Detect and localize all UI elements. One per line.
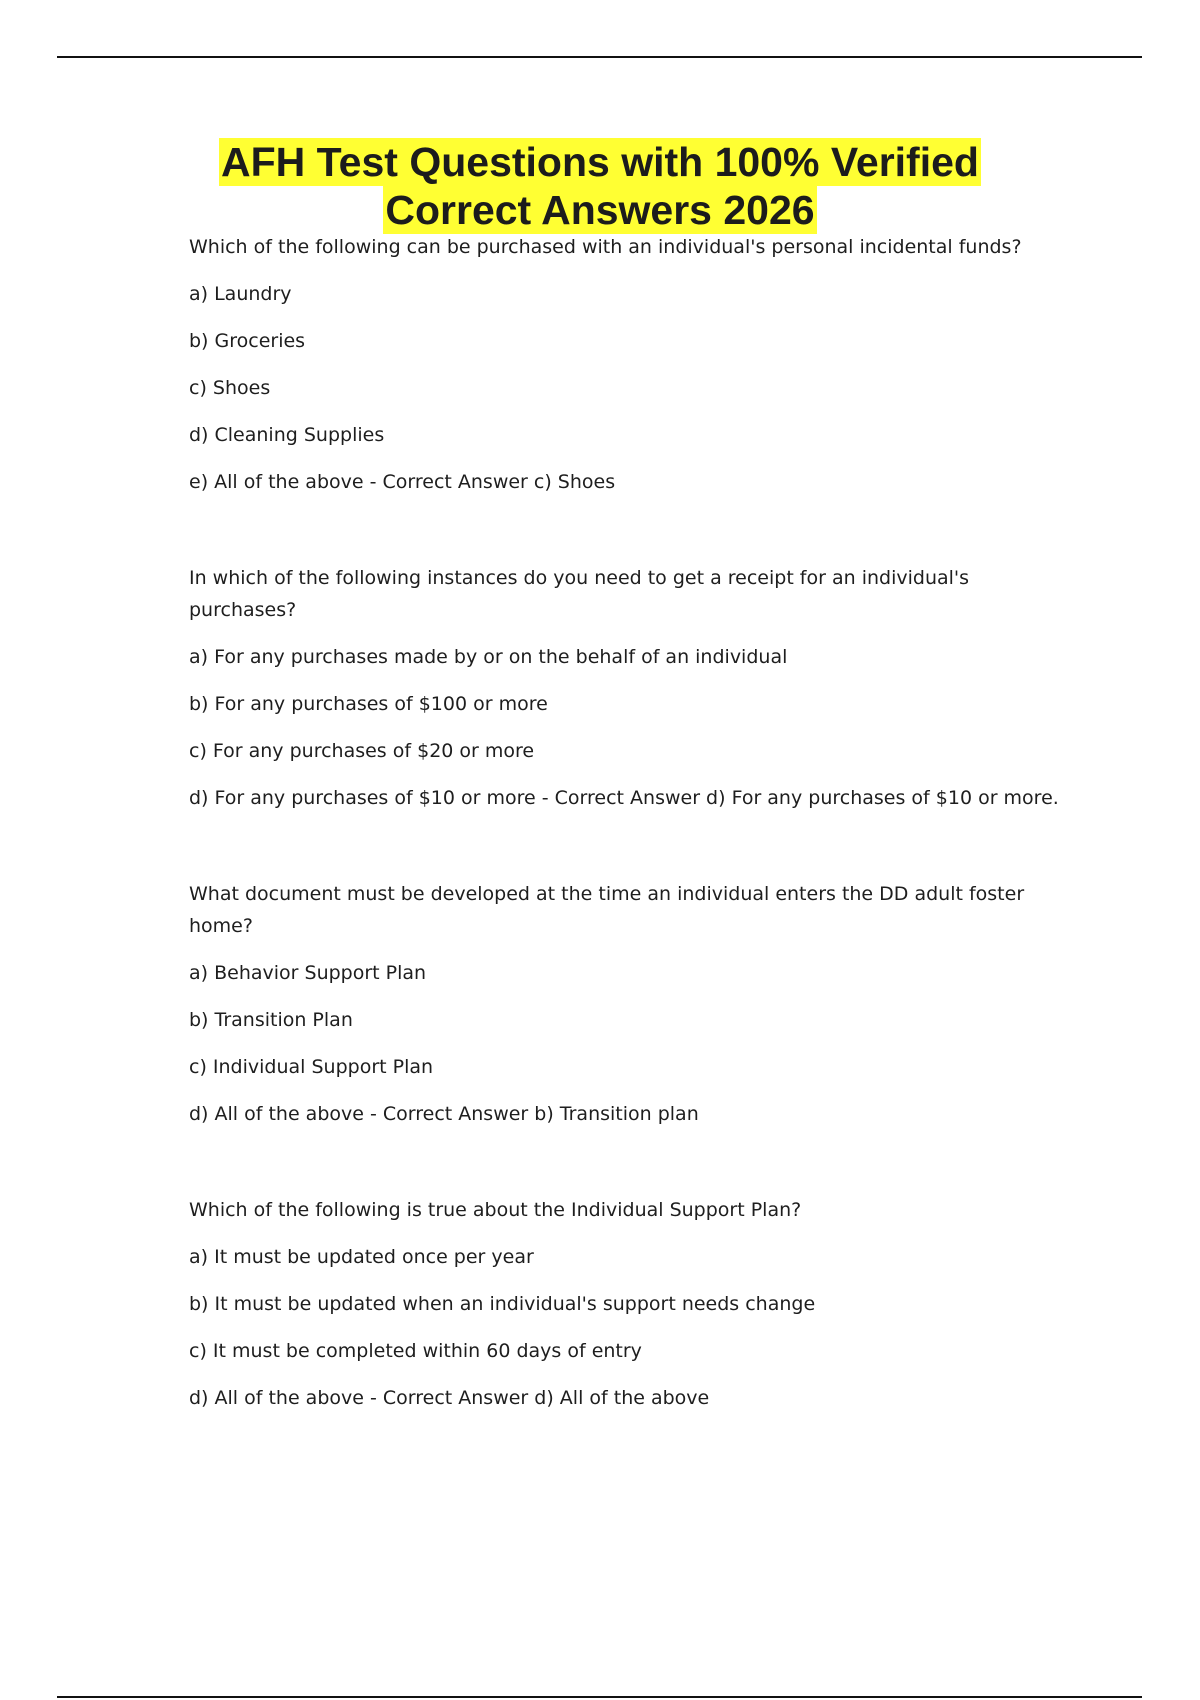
question-text: What document must be developed at the time an individual enters the DD adult foster home? xyxy=(189,883,1025,937)
question-block-2 xyxy=(189,562,1059,814)
top-rule xyxy=(57,56,1142,58)
option-item: a) Behavior Support Plan xyxy=(189,962,427,984)
title-line-2: Correct Answers 2026 xyxy=(385,187,815,233)
option-item: b) Transition Plan xyxy=(189,1009,353,1031)
question-text: In which of the following instances do you need to get a receipt for an individual's purchases? xyxy=(189,567,970,621)
option-item: c) For any purchases of $20 or more xyxy=(189,740,535,762)
option-item: a) It must be updated once per year xyxy=(189,1246,534,1268)
option-item: c) Shoes xyxy=(189,377,271,399)
bottom-rule xyxy=(57,1696,1142,1698)
option-item: a) Laundry xyxy=(189,283,292,305)
option-item-with-answer: d) For any purchases of $10 or more - Correct Answer d) For any purchases of $10 or more. xyxy=(189,787,1059,809)
option-item: b) Groceries xyxy=(189,330,306,352)
option-item: b) It must be updated when an individual's support needs change xyxy=(189,1293,816,1315)
question-block-1 xyxy=(189,231,1049,498)
option-item-with-answer: d) All of the above - Correct Answer d) All of the above xyxy=(189,1387,710,1409)
document-title xyxy=(0,138,1200,234)
question-block-3 xyxy=(189,878,1049,1130)
option-item: b) For any purchases of $100 or more xyxy=(189,693,548,715)
option-item-with-answer: d) All of the above - Correct Answer b) Transition plan xyxy=(189,1103,699,1125)
option-item: c) It must be completed within 60 days of entry xyxy=(189,1340,642,1362)
option-item: d) Cleaning Supplies xyxy=(189,424,385,446)
option-item-with-answer: e) All of the above - Correct Answer c) Shoes xyxy=(189,471,616,493)
title-line-1: AFH Test Questions with 100% Verified xyxy=(221,139,979,185)
question-text: Which of the following is true about the Individual Support Plan? xyxy=(189,1199,802,1221)
option-item: a) For any purchases made by or on the behalf of an individual xyxy=(189,646,788,668)
question-list xyxy=(189,231,1059,1478)
question-text: Which of the following can be purchased with an individual's personal incidental funds? xyxy=(189,236,1022,258)
question-block-4 xyxy=(189,1194,1049,1414)
option-item: c) Individual Support Plan xyxy=(189,1056,434,1078)
